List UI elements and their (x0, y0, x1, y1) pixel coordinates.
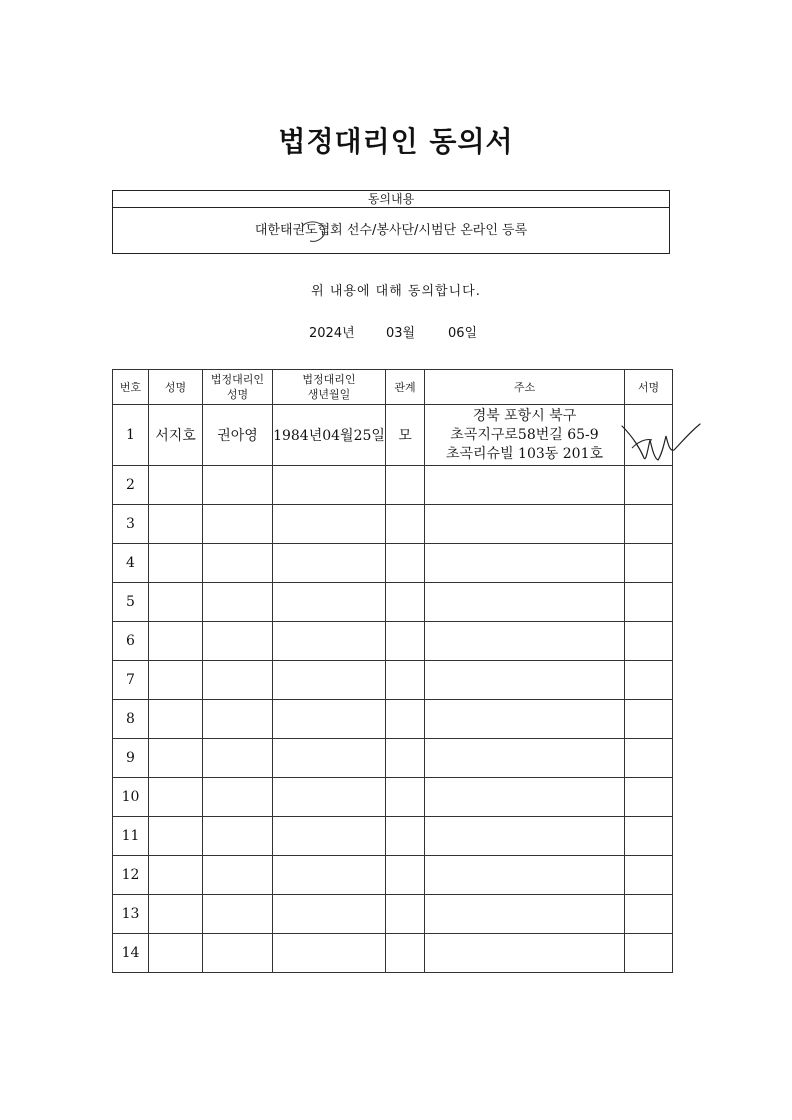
header-no: 번호 (113, 370, 149, 405)
cell-no: 5 (113, 583, 149, 622)
cell-guardian-birth: 1984년04월25일 (273, 405, 386, 466)
cell-no: 8 (113, 700, 149, 739)
table-row (113, 544, 673, 583)
header-address: 주소 (425, 370, 625, 405)
cell-no: 14 (113, 934, 149, 973)
address-line-1: 경북 포항시 북구 (472, 407, 577, 424)
table-row (113, 778, 673, 817)
cell-signature (625, 405, 673, 466)
cell-no: 12 (113, 856, 149, 895)
header-name: 성명 (149, 370, 203, 405)
cell-no: 7 (113, 661, 149, 700)
consent-header: 동의내용 (113, 191, 669, 208)
table-row (113, 405, 673, 466)
cell-name: 서지호 (149, 405, 203, 466)
table-row (113, 739, 673, 778)
consent-statement: 위 내용에 대해 동의합니다. (311, 284, 481, 299)
table-row (113, 583, 673, 622)
header-guardian-birth-line2: 생년월일 (307, 388, 351, 401)
document-title: 법정대리인 동의서 (278, 125, 514, 158)
cell-no: 3 (113, 505, 149, 544)
consent-box (112, 190, 670, 254)
cell-no: 13 (113, 895, 149, 934)
table-row (113, 856, 673, 895)
header-guardian-birth (273, 370, 386, 405)
table-header-row (113, 370, 673, 405)
cell-address (425, 405, 625, 466)
header-guardian-name-line2: 성명 (226, 388, 249, 401)
consent-text: 대한태권도협회 선수/봉사단/시범단 온라인 등록 (254, 223, 528, 238)
date-year: 2024년 (309, 326, 355, 341)
table-row (113, 700, 673, 739)
cell-no: 6 (113, 622, 149, 661)
date-day: 06일 (448, 326, 478, 341)
table-row (113, 466, 673, 505)
header-guardian-birth-line1: 법정대리인 (302, 373, 356, 386)
header-relation: 관계 (386, 370, 425, 405)
header-guardian-name-line1: 법정대리인 (210, 373, 265, 386)
cell-no: 2 (113, 466, 149, 505)
address-line-3: 초곡리슈빌 103동 201호 (445, 445, 603, 462)
table-row (113, 817, 673, 856)
cell-no: 4 (113, 544, 149, 583)
cell-no: 11 (113, 817, 149, 856)
cell-no: 9 (113, 739, 149, 778)
cell-no: 1 (113, 405, 149, 466)
header-signature: 서명 (625, 370, 673, 405)
header-guardian-name (203, 370, 273, 405)
cell-relation: 모 (386, 405, 425, 466)
table-row (113, 505, 673, 544)
table-row (113, 622, 673, 661)
table-row (113, 661, 673, 700)
table-row (113, 895, 673, 934)
guardian-consent-table (112, 369, 673, 973)
cell-no: 10 (113, 778, 149, 817)
address-line-2: 초곡지구로58번길 65-9 (450, 426, 599, 443)
table-row (113, 934, 673, 973)
cell-guardian-name: 권아영 (203, 405, 273, 466)
date-month: 03월 (386, 326, 416, 341)
